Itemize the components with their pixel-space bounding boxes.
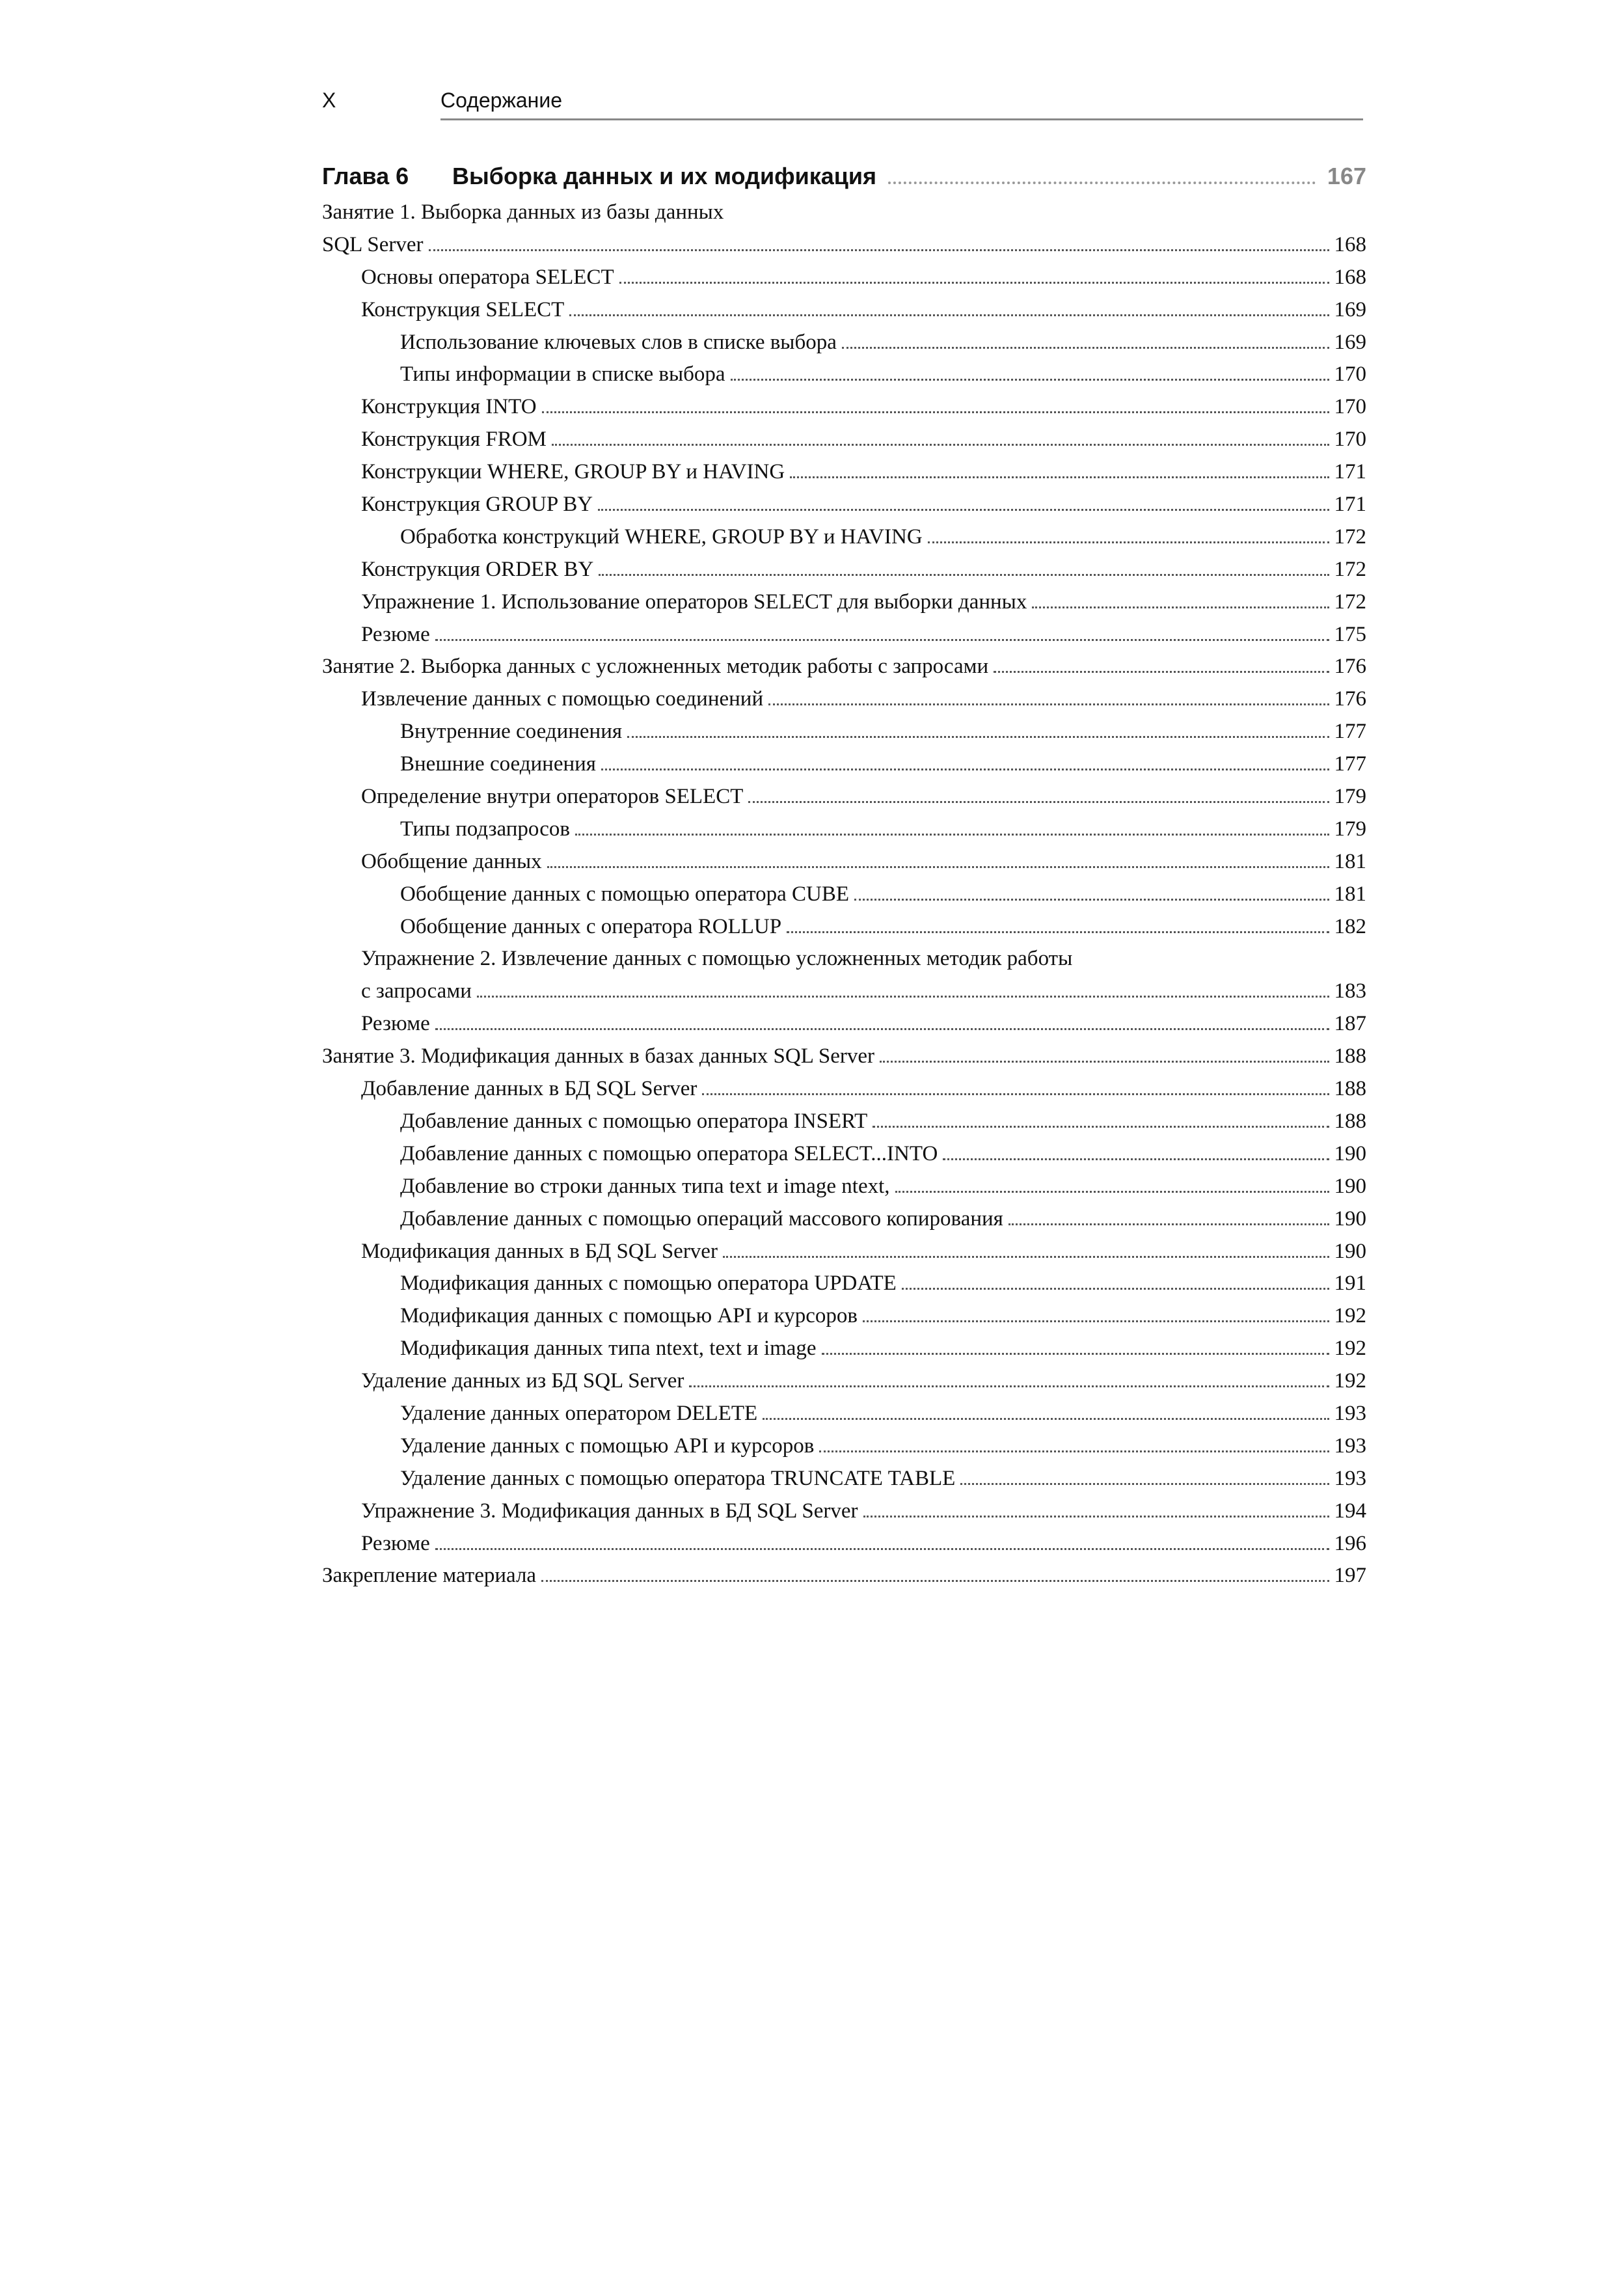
toc-entry-page: 193 [1334,1434,1366,1458]
toc-entry-page: 175 [1334,622,1366,646]
toc-entry [322,327,1366,359]
dot-leader [888,182,1316,184]
toc-entry-page: 193 [1334,1466,1366,1490]
dot-leader [819,1450,1329,1452]
toc-entry-title: Конструкция ORDER BY [361,557,594,581]
dot-leader [822,1352,1329,1355]
dot-leader [435,1547,1329,1550]
toc-entry-page: 177 [1334,752,1366,776]
dot-leader [943,1158,1329,1160]
toc-entry-title: с запросами [361,979,472,1003]
toc-entry-title: Модификация данных в БД SQL Server [361,1239,718,1263]
toc-entry-title: Резюме [361,1531,430,1555]
toc-entry [322,521,1366,554]
toc-entry [322,1171,1366,1203]
toc-entry-page: 188 [1334,1077,1366,1101]
toc-entry-title: Конструкция SELECT [361,297,565,321]
toc-entry-title: Конструкция GROUP BY [361,493,593,517]
page-number: X [322,88,336,112]
toc-entry-title: Добавление данных с помощью оператора SELECT...INTO [400,1141,938,1165]
toc-entry-title: Обобщение данных [361,849,542,873]
toc-entry-page: 179 [1334,817,1366,841]
toc-entry-title: Удаление данных из БД SQL Server [361,1369,684,1393]
toc-entry-title: Удаление данных оператором DELETE [400,1401,758,1425]
toc-entry-title: Добавление во строки данных типа text и image ntext, [400,1174,890,1198]
toc-entry [322,294,1366,327]
toc-entry-page: 170 [1334,428,1366,452]
toc-entry-page: 169 [1334,297,1366,321]
toc-entry-title: Модификация данных с помощью оператора UPDATE [400,1272,897,1296]
toc-entry-title: Модификация данных типа ntext, text и image [400,1337,817,1361]
toc-entry-title: Резюме [361,622,430,646]
toc-entry-page: 196 [1334,1531,1366,1555]
toc-entry-title: Обобщение данных с оператора ROLLUP [400,914,782,938]
toc-entry-title: Упражнение 3. Модификация данных в БД SQL Server [361,1499,858,1523]
toc-entry [322,424,1366,456]
dot-leader [1032,606,1329,608]
toc-entry [322,683,1366,716]
toc-entry-title: Закрепление материала [322,1564,537,1588]
toc-entry-title: SQL Server [322,232,424,256]
table-of-contents [322,197,1366,1592]
dot-leader [787,931,1329,933]
dot-leader [748,800,1329,803]
toc-entry-page: 187 [1334,1012,1366,1036]
toc-entry-page: 169 [1334,330,1366,354]
dot-leader [702,1093,1329,1095]
dot-leader [854,898,1329,901]
toc-entry-page: 197 [1334,1564,1366,1588]
toc-entry-title: Извлечение данных с помощью соединений [361,687,764,711]
toc-entry-page: 192 [1334,1369,1366,1393]
toc-entry-title: Конструкция FROM [361,428,547,452]
toc-entry [322,1333,1366,1365]
toc-entry-title: Использование ключевых слов в списке выбора [400,330,837,354]
toc-entry-page: 188 [1334,1044,1366,1068]
chapter-label: Глава 6 [322,163,409,189]
toc-entry [322,846,1366,878]
toc-entry-title: Обработка конструкций WHERE, GROUP BY и HAVING [400,524,923,549]
dot-leader [569,314,1329,316]
dot-leader [435,638,1329,641]
toc-entry-page: 181 [1334,882,1366,906]
dot-leader [477,995,1329,998]
toc-entry-page: 191 [1334,1272,1366,1296]
dot-leader [928,541,1329,543]
toc-entry-title: Добавление данных в БД SQL Server [361,1077,697,1101]
toc-entry-page: 193 [1334,1401,1366,1425]
toc-entry [322,1463,1366,1495]
chapter-heading [322,163,1366,197]
dot-leader [842,346,1329,349]
toc-entry [322,1528,1366,1560]
dot-leader [863,1320,1329,1322]
dot-leader [902,1287,1329,1290]
toc-entry-title: Типы информации в списке выбора [400,362,725,387]
dot-leader [994,670,1329,673]
dot-leader [435,1027,1329,1030]
dot-leader [689,1385,1329,1387]
toc-entry [322,456,1366,489]
toc-entry [322,1495,1366,1528]
toc-entry-page: 172 [1334,590,1366,614]
toc-entry [322,651,1366,683]
toc-entry [322,1008,1366,1041]
dot-leader [873,1125,1329,1128]
toc-entry-title: Конструкции WHERE, GROUP BY и HAVING [361,460,785,484]
toc-entry-title: Внешние соединения [400,752,596,776]
toc-entry-page: 171 [1334,460,1366,484]
dot-leader [542,411,1329,413]
header-rule [440,118,1363,120]
toc-entry-title: Обобщение данных с помощью оператора CUBE [400,882,850,906]
toc-entry-page: 181 [1334,849,1366,873]
toc-entry [322,1300,1366,1333]
chapter-page: 167 [1327,163,1366,189]
toc-entry-page: 188 [1334,1109,1366,1133]
toc-entry [322,813,1366,846]
dot-leader [429,249,1329,251]
toc-entry-title: Упражнение 2. Извлечение данных с помощью усложненных методик работы [361,947,1073,971]
toc-entry [322,716,1366,748]
dot-leader [575,833,1329,836]
toc-entry [322,489,1366,521]
toc-entry-page: 179 [1334,785,1366,809]
toc-entry [322,554,1366,586]
toc-entry-page: 168 [1334,232,1366,256]
toc-entry-title: Занятие 3. Модификация данных в базах данных SQL Server [322,1044,875,1068]
toc-entry [322,619,1366,651]
dot-leader [627,735,1329,738]
toc-entry [322,262,1366,294]
toc-entry-title: Определение внутри операторов SELECT [361,785,744,809]
toc-entry [322,229,1366,262]
dot-leader [895,1190,1329,1193]
toc-entry-page: 190 [1334,1206,1366,1231]
toc-entry-page: 194 [1334,1499,1366,1523]
toc-entry-title: Модификация данных с помощью API и курсоров [400,1304,858,1328]
dot-leader [547,865,1329,868]
dot-leader [541,1579,1329,1582]
toc-entry [322,1398,1366,1430]
toc-entry-page: 183 [1334,979,1366,1003]
toc-entry [322,1203,1366,1236]
toc-entry [322,1430,1366,1463]
toc-entry-page: 172 [1334,524,1366,549]
toc-entry-title: Внутренние соединения [400,720,623,744]
toc-entry-page: 176 [1334,655,1366,679]
toc-entry [322,1268,1366,1300]
toc-entry-title: Удаление данных с помощью API и курсоров [400,1434,815,1458]
dot-leader [863,1515,1329,1517]
toc-entry-title: Занятие 2. Выборка данных с усложненных методик работы с запросами [322,655,989,679]
toc-entry [322,359,1366,391]
toc-entry [322,391,1366,424]
toc-entry-page: 192 [1334,1337,1366,1361]
toc-entry [322,1073,1366,1106]
toc-entry [322,586,1366,619]
toc-entry-title: Конструкция INTO [361,395,537,419]
toc-entry [322,878,1366,911]
toc-entry-title: Упражнение 1. Использование операторов SELECT для выборки данных [361,590,1027,614]
toc-entry-title: Добавление данных с помощью операций массового копирования [400,1206,1003,1231]
toc-entry [322,748,1366,781]
toc-entry-title: Добавление данных с помощью оператора INSERT [400,1109,868,1133]
toc-entry [322,911,1366,944]
dot-leader [599,573,1329,576]
toc-entry [322,781,1366,813]
dot-leader [1008,1223,1329,1225]
toc-entry-page: 171 [1334,493,1366,517]
dot-leader [601,768,1329,770]
toc-entry-page: 177 [1334,720,1366,744]
toc-entry-title: Резюме [361,1012,430,1036]
toc-entry-page: 172 [1334,557,1366,581]
toc-entry-page: 170 [1334,395,1366,419]
toc-entry-title: Типы подзапросов [400,817,570,841]
dot-leader [960,1482,1329,1485]
toc-entry [322,1041,1366,1073]
dot-leader [880,1060,1329,1063]
toc-entry-page: 182 [1334,914,1366,938]
toc-entry [322,975,1366,1008]
toc-entry-page: 176 [1334,687,1366,711]
dot-leader [790,476,1329,478]
toc-entry-page: 190 [1334,1141,1366,1165]
section-title: Содержание [440,88,563,112]
toc-entry [322,1560,1366,1592]
toc-entry [322,943,1366,975]
dot-leader [598,508,1329,511]
dot-leader [619,281,1329,284]
dot-leader [768,703,1329,705]
dot-leader [763,1417,1329,1420]
toc-entry [322,1365,1366,1398]
toc-entry [322,1236,1366,1268]
chapter-title: Выборка данных и их модификация [452,163,877,189]
toc-entry-title: Занятие 1. Выборка данных из базы данных [322,200,724,224]
toc-entry-page: 190 [1334,1239,1366,1263]
dot-leader [723,1255,1329,1258]
dot-leader [552,443,1329,446]
toc-entry-page: 190 [1334,1174,1366,1198]
toc-entry-title: Основы оператора SELECT [361,265,614,289]
toc-entry-page: 192 [1334,1304,1366,1328]
toc-entry-page: 170 [1334,362,1366,387]
toc-entry [322,1106,1366,1138]
toc-entry-page: 168 [1334,265,1366,289]
dot-leader [731,378,1329,381]
toc-entry [322,197,1366,229]
toc-entry-title: Удаление данных с помощью оператора TRUNCATE TABLE [400,1466,956,1490]
toc-entry [322,1138,1366,1171]
running-head [322,83,1363,122]
